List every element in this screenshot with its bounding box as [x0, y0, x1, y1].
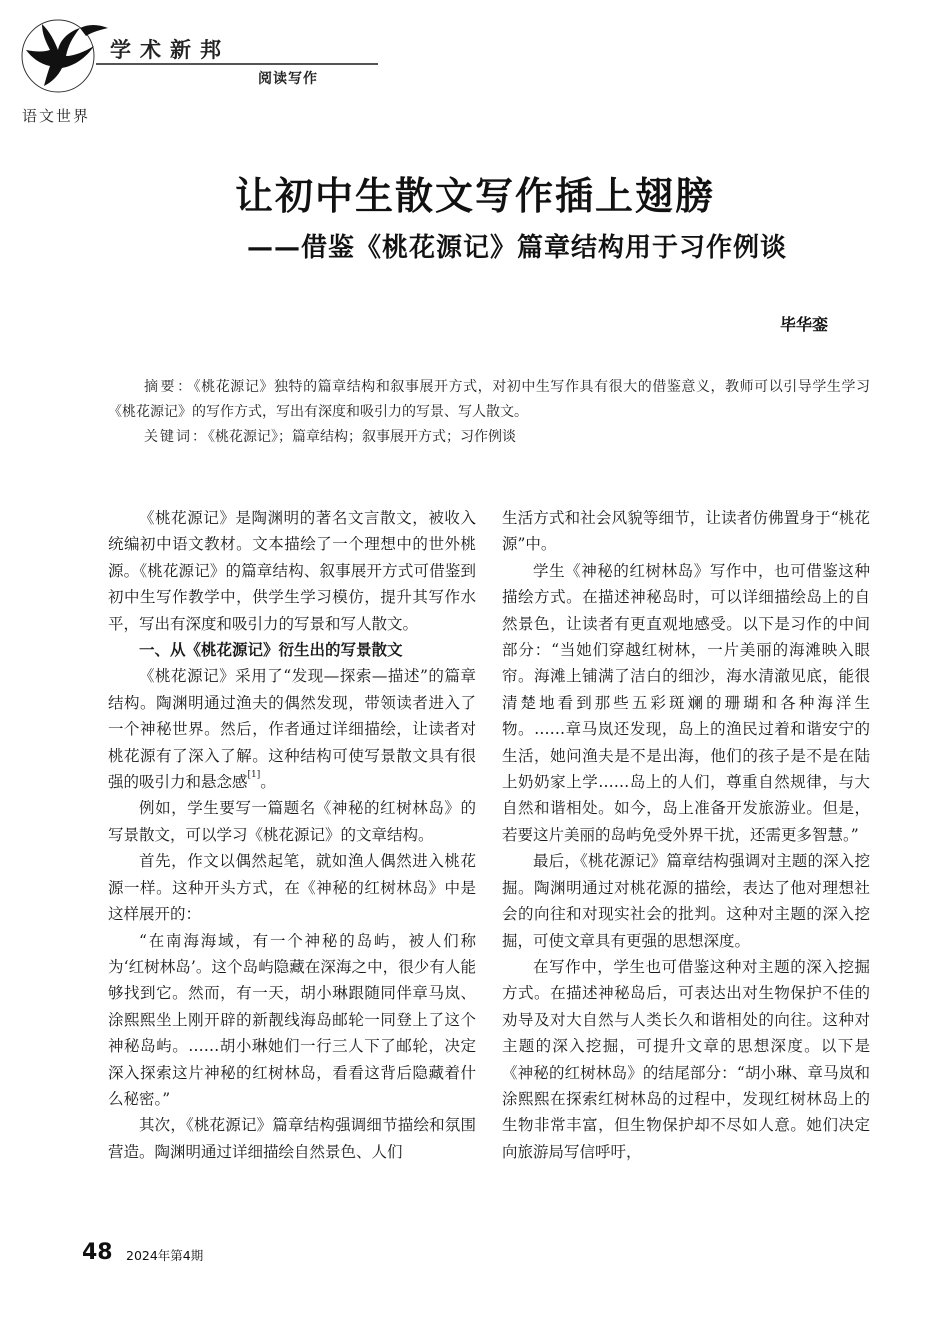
paragraph: 最后，《桃花源记》篇章结构强调对主题的深入挖掘。陶渊明通过对桃花源的描绘，表达了他对理想社会的向往和对现实社会的批判。这种对主题的深入挖掘，可使文章具有更强的思想深度。: [502, 852, 870, 950]
journal-cn-name: 语文世界: [22, 107, 91, 125]
citation-ref: [1]: [247, 770, 261, 781]
dove-logo-icon: [14, 10, 124, 100]
journal-name: 学术新邦: [110, 38, 230, 62]
paragraph-text: 《桃花源记》采用了“发现—探索—描述”的篇章结构。陶渊明通过渔夫的偶然发现，带领读者进入了一个神秘世界。然后，作者通过详细描绘，让读者对桃花源有了深入了解。这种结构可使写景散文具有很强的吸引力和悬念感: [108, 667, 476, 792]
keywords: [108, 425, 870, 450]
keywords-text: 《桃花源记》；篇章结构；叙事展开方式；习作例谈: [208, 429, 516, 445]
abstract-block: [108, 375, 870, 450]
page-number: 48: [82, 1240, 113, 1265]
left-column: [108, 505, 476, 1165]
paragraph: 生活方式和社会风貌等细节，让读者仿佛置身于“桃花源”中。: [502, 509, 870, 554]
paragraph: 例如，学生要写一篇题名《神秘的红树林岛》的写景散文，可以学习《桃花源记》的文章结构。: [108, 799, 476, 844]
article-subtitle: ——借鉴《桃花源记》篇章结构用于习作例谈: [247, 233, 788, 263]
section-heading: 一、从《桃花源记》衍生出的写景散文: [139, 641, 403, 660]
paragraph: 学生《神秘的红树林岛》写作中，也可借鉴这种描绘方式。在描述神秘岛时，可以详细描绘岛上的自然景色，让读者有更直观地感受。以下是习作的中间部分：“当她们穿越红树林，一片美丽的海滩映入眼帘。海滩上铺满了洁白的细沙，海水清澈见底，能很清楚地看到那些五彩斑斓的珊瑚和各种海洋生物。……章马岚还发现，岛上的渔民过着和谐安宁的生活，她问渔夫是不是出海，他们的孩子是不是在陆上奶奶家上学……岛上的人们，尊重自然规律，与大自然和谐相处。如今，岛上准备开发旅游业。但是，若要这片美丽的岛屿免受外界干扰，还需更多智慧。”: [502, 561, 870, 844]
paragraph: 首先，作文以偶然起笔，就如渔人偶然进入桃花源一样。这种开头方式，在《神秘的红树林岛》中是这样展开的：: [108, 852, 476, 924]
author-name: 毕华銮: [780, 315, 829, 334]
keywords-label: 关键词：: [144, 429, 208, 445]
abstract-text: 《桃花源记》独特的篇章结构和叙事展开方式，对初中生写作具有很大的借鉴意义，教师可以引导学生学习《桃花源记》的写作方式，写出有深度和吸引力的写景、写人散文。: [108, 379, 871, 420]
abstract: [108, 375, 870, 425]
abstract-label: 摘要：: [144, 379, 194, 395]
paragraph-end: 。: [260, 773, 276, 792]
issue-label: 2024年第4期: [126, 1248, 204, 1263]
right-column: [502, 505, 870, 1165]
header-rule: [96, 63, 378, 65]
paragraph: [108, 663, 476, 795]
quoted-paragraph: “在南海海域，有一个神秘的岛屿，被人们称为‘红树林岛’。这个岛屿隐藏在深海之中，很少有人能够找到它。然而，有一天，胡小琳跟随同伴章马岚、涂熙熙坐上刚开辟的新靓线海岛邮轮一同登上了这个神秘岛屿。……胡小琳她们一行三人下了邮轮，决定深入探索这片神秘的红树林岛，看看这背后隐藏着什么秘密。”: [108, 931, 476, 1108]
article-title: 让初中生散文写作插上翅膀: [234, 174, 715, 218]
paragraph: 在写作中，学生也可借鉴这种对主题的深入挖掘方式。在描述神秘岛后，可表达出对生物保护不佳的劝导及对大自然与人类长久和谐相处的向往。这种对主题的深入挖掘，可提升文章的思想深度。以下是《神秘的红树林岛》的结尾部分：“胡小琳、章马岚和涂熙熙在探索红树林岛的过程中，发现红树林岛上的生物非常丰富，但生物保护却不尽如人意。她们决定向旅游局写信呼吁，: [502, 957, 870, 1161]
section-label: 阅读写作: [258, 71, 318, 87]
page-header: [0, 0, 950, 130]
paragraph: 其次，《桃花源记》篇章结构强调细节描绘和氛围营造。陶渊明通过详细描绘自然景色、人们: [108, 1116, 476, 1161]
paragraph: 《桃花源记》是陶渊明的著名文言散文，被收入统编初中语文教材。文本描绘了一个理想中的世外桃源。《桃花源记》的篇章结构、叙事展开方式可借鉴到初中生写作教学中，供学生学习模仿，提升其写作水平，写出有深度和吸引力的写景和写人散文。: [108, 509, 476, 633]
